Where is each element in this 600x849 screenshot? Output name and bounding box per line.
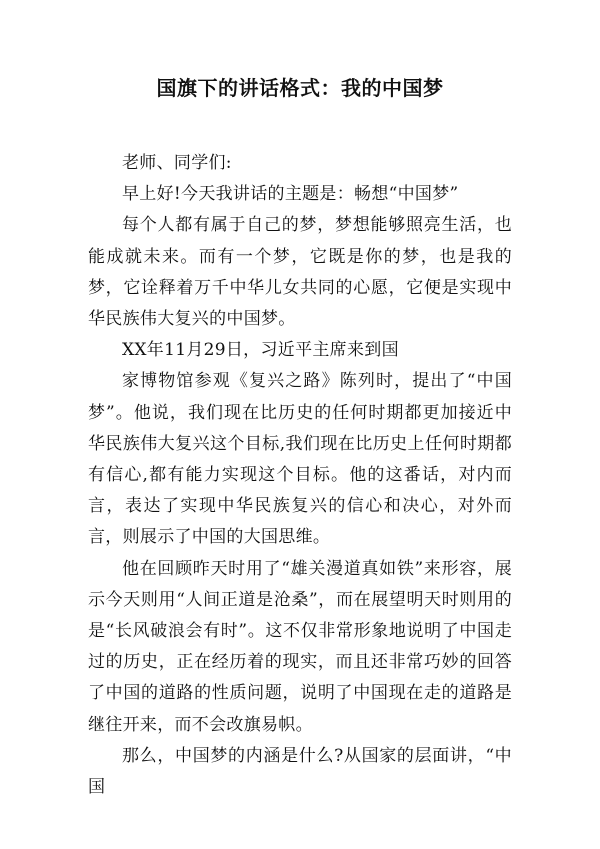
document-body bbox=[88, 148, 512, 803]
document-title: 国旗下的讲话格式：我的中国梦 bbox=[156, 76, 444, 100]
paragraph-museum-visit: 家博物馆参观《复兴之路》陈列时，提出了“中国梦”。他说，我们现在比历史的任何时期都更加接近中华民族伟大复兴这个目标,我们现在比历史上任何时期都有信心,都有能力实现这个目标。他的这番话，对内而言，表达了实现中华民族复兴的信心和决心，对外而言，则展示了中国的大国思维。 bbox=[88, 371, 512, 548]
paragraph-date: XX年11月29日，习近平主席来到国 bbox=[122, 340, 399, 361]
paragraph-connotation: 那么，中国梦的内涵是什么?从国家的层面讲，“中国 bbox=[88, 745, 512, 798]
paragraph-topic: 早上好!今天我讲话的主题是：畅想“中国梦” bbox=[122, 184, 459, 205]
paragraph-greeting: 老师、同学们: bbox=[122, 153, 232, 173]
paragraph-dream-intro: 每个人都有属于自己的梦，梦想能够照亮生活，也能成就未来。而有一个梦，它既是你的梦，也是我的梦，它诠释着万千中华儿女共同的心愿，它便是实现中华民族伟大复兴的中国梦。 bbox=[88, 215, 512, 330]
paragraph-quotes: 他在回顾昨天时用了“雄关漫道真如铁”来形容，展示今天则用“人间正道是沧桑”，而在展望明天时则用的是“长风破浪会有时”。这不仅非常形象地说明了中国走过的历史，正在经历着的现实，而且还非常巧妙的回答了中国的道路的性质问题，说明了中国现在走的道路是继往开来，而不会改旗易帜。 bbox=[88, 558, 512, 735]
